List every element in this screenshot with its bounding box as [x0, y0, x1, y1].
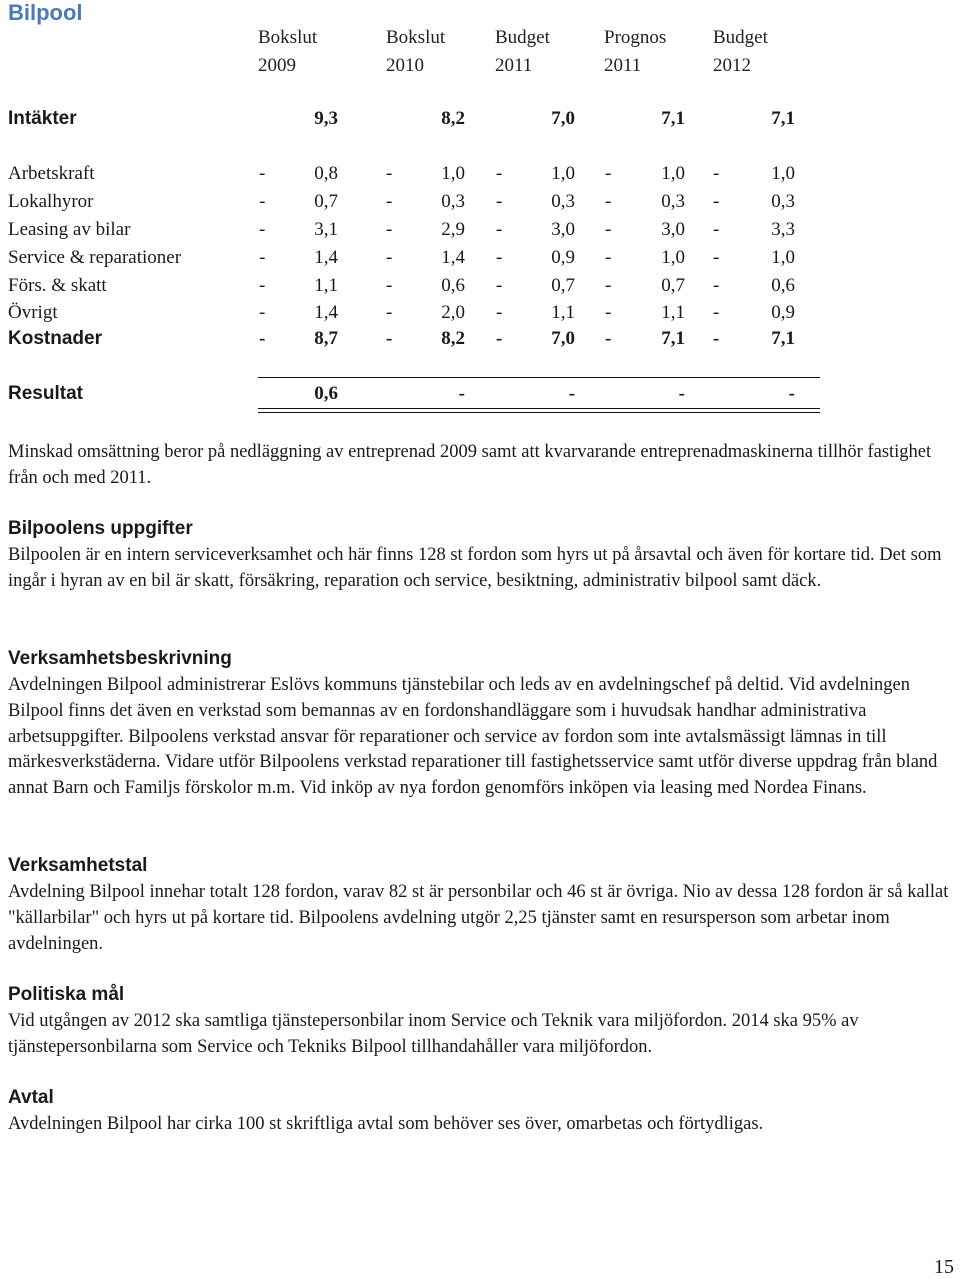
table-cell-value: 7,0	[551, 108, 575, 129]
table-cell-value: 1,0	[771, 247, 795, 268]
table-cell-value: 0,3	[661, 191, 685, 212]
table-cell-value: 0,7	[314, 191, 338, 212]
table-cell-value: 0,6	[771, 275, 795, 296]
column-header-budget-2012: Budget 2012	[713, 27, 768, 76]
minus-sign: -	[713, 302, 720, 323]
table-cell-value: 3,0	[661, 219, 685, 240]
result-top-rule	[258, 377, 820, 378]
minus-sign: -	[605, 275, 612, 296]
table-row	[0, 325, 960, 353]
minus-sign: -	[605, 247, 612, 268]
table-cell-value: 7,1	[661, 108, 685, 129]
minus-sign: -	[496, 219, 503, 240]
column-header-bokslut-2010: Bokslut 2010	[386, 27, 446, 76]
table-cell-value: 8,7	[314, 328, 338, 349]
minus-sign: -	[386, 191, 393, 212]
table-cell-value: 1,0	[661, 247, 685, 268]
table-cell-value: 0,7	[551, 275, 575, 296]
intro-paragraph: Minskad omsättning beror på nedläggning av entreprenad 2009 samt att kvarvarande entreprenadmaskinerna tillhör fastighet från och med 2011.	[8, 442, 932, 488]
section-heading-uppgifter: Bilpoolens uppgifter	[8, 518, 193, 539]
table-cell-value: 0,9	[771, 302, 795, 323]
section-heading-politiska-mal: Politiska mål	[8, 984, 125, 1005]
minus-sign: -	[496, 191, 503, 212]
page-number: 15	[934, 1256, 954, 1278]
table-cell-value: 8,2	[441, 328, 465, 349]
minus-sign: -	[605, 163, 612, 184]
section-heading-avtal: Avtal	[8, 1087, 54, 1108]
minus-sign: -	[386, 219, 393, 240]
minus-sign: -	[496, 163, 503, 184]
table-cell-value: 1,1	[551, 302, 575, 323]
row-label: Lokalhyror	[8, 191, 94, 212]
table-cell-value: 0,3	[551, 191, 575, 212]
table-cell-value: 7,1	[771, 328, 795, 349]
section-heading-verksamhetstal: Verksamhetstal	[8, 855, 148, 876]
result-bottom-rule-2	[258, 412, 820, 413]
table-row	[0, 160, 960, 188]
minus-sign: -	[259, 247, 266, 268]
minus-sign: -	[496, 302, 503, 323]
section-text-uppgifter: Bilpoolen är en intern serviceverksamhet och här finns 128 st fordon som hyrs ut på årsavtal och även för kortare tid. Det som ingår i hyran av en bil är skatt, försäkring, reparation och service, besiktning, administrativ bilpool samt däck.	[8, 545, 942, 591]
minus-sign: -	[496, 328, 503, 349]
minus-sign: -	[259, 275, 266, 296]
table-cell-value: 0,7	[661, 275, 685, 296]
table-cell-value: 8,2	[441, 108, 465, 129]
table-cell-value: 9,3	[314, 108, 338, 129]
table-cell-value: 1,0	[771, 163, 795, 184]
minus-sign: -	[713, 163, 720, 184]
column-header-prognos-2011: Prognos 2011	[604, 27, 667, 76]
table-cell-value: -	[568, 383, 575, 404]
row-label: Resultat	[8, 383, 83, 404]
minus-sign: -	[713, 191, 720, 212]
minus-sign: -	[386, 328, 393, 349]
table-cell-value: 3,1	[314, 219, 338, 240]
minus-sign: -	[605, 328, 612, 349]
table-cell-value: 0,8	[314, 163, 338, 184]
table-cell-value: 7,1	[771, 108, 795, 129]
table-cell-value: 1,4	[314, 247, 338, 268]
minus-sign: -	[259, 163, 266, 184]
minus-sign: -	[386, 302, 393, 323]
table-cell-value: 3,0	[551, 219, 575, 240]
minus-sign: -	[713, 247, 720, 268]
column-header-budget-2011: Budget 2011	[495, 27, 550, 76]
row-label: Övrigt	[8, 302, 58, 323]
minus-sign: -	[386, 275, 393, 296]
table-cell-value: 2,0	[441, 302, 465, 323]
section-text-politiska-mal: Vid utgången av 2012 ska samtliga tjänstepersonbilar inom Service och Teknik vara miljöfordon. 2014 ska 95% av tjänstepersonbilarna som Service och Tekniks Bilpool tillhandahåller vara miljöfordon.	[8, 1011, 859, 1057]
minus-sign: -	[605, 191, 612, 212]
minus-sign: -	[386, 163, 393, 184]
section-text-verksamhetsbeskrivning: Avdelningen Bilpool administrerar Eslövs kommuns tjänstebilar och leds av en avdelningschef på deltid. Vid avdelningen Bilpool finns det även en verkstad som bemannas av en fordonshandläggare som i huvudsak handhar administrativa arbetsuppgifter. Bilpoolens verkstad ansvar för reparationer och service av fordon som inte avtalsmässigt lämnas in till märkesverkstäderna. Vidare utför Bilpoolens verkstad reparationer till fastighetsservice samt utför diverse uppdrag från bland annat Barn och Familjs förskolor m.m. Vid inköp av nya fordon genomförs inköpen via leasing med Nordea Finans.	[8, 675, 938, 799]
table-cell-value: 1,4	[441, 247, 465, 268]
table-row	[0, 244, 960, 272]
minus-sign: -	[496, 275, 503, 296]
table-cell-value: 1,0	[551, 163, 575, 184]
table-row	[0, 105, 960, 133]
table-cell-value: 3,3	[771, 219, 795, 240]
table-cell-value: 0,9	[551, 247, 575, 268]
table-cell-value: 0,3	[441, 191, 465, 212]
table-cell-value: -	[678, 383, 685, 404]
table-cell-value: 7,0	[551, 328, 575, 349]
column-header-bokslut-2009: Bokslut 2009	[258, 27, 318, 76]
row-label: Kostnader	[8, 328, 102, 349]
minus-sign: -	[713, 275, 720, 296]
minus-sign: -	[605, 302, 612, 323]
table-cell-value: 7,1	[661, 328, 685, 349]
table-cell-value: 2,9	[441, 219, 465, 240]
section-text-verksamhetstal: Avdelning Bilpool innehar totalt 128 fordon, varav 82 st är personbilar och 46 st är övriga. Nio av dessa 128 fordon är så kallat "källarbilar" och hyrs ut på kortare tid. Bilpoolens avdelning utgör 2,25 tjänster samt en resursperson som arbetar inom avdelningen.	[8, 882, 949, 954]
table-row	[0, 188, 960, 216]
page-title: Bilpool	[8, 0, 83, 25]
table-cell-value: 1,0	[441, 163, 465, 184]
row-label: Service & reparationer	[8, 247, 182, 268]
section-text-avtal: Avdelningen Bilpool har cirka 100 st skriftliga avtal som behöver ses över, omarbetas och förtydligas.	[8, 1114, 764, 1134]
row-label: Intäkter	[8, 108, 77, 129]
result-bottom-rule-1	[258, 408, 820, 409]
minus-sign: -	[259, 191, 266, 212]
table-row	[0, 216, 960, 244]
table-cell-value: 1,0	[661, 163, 685, 184]
section-heading-verksamhetsbeskrivning: Verksamhetsbeskrivning	[8, 648, 232, 669]
table-cell-value: 0,6	[314, 383, 338, 404]
minus-sign: -	[605, 219, 612, 240]
row-label: Förs. & skatt	[8, 275, 107, 296]
minus-sign: -	[713, 328, 720, 349]
minus-sign: -	[713, 219, 720, 240]
table-row	[0, 272, 960, 300]
row-label: Leasing av bilar	[8, 219, 131, 240]
table-cell-value: 1,1	[314, 275, 338, 296]
table-row	[0, 380, 960, 408]
row-label: Arbetskraft	[8, 163, 95, 184]
minus-sign: -	[386, 247, 393, 268]
table-cell-value: 0,3	[771, 191, 795, 212]
minus-sign: -	[259, 328, 266, 349]
table-row	[0, 299, 960, 327]
table-cell-value: 1,4	[314, 302, 338, 323]
table-cell-value: 1,1	[661, 302, 685, 323]
table-cell-value: -	[458, 383, 465, 404]
minus-sign: -	[259, 219, 266, 240]
minus-sign: -	[259, 302, 266, 323]
minus-sign: -	[496, 247, 503, 268]
table-cell-value: -	[788, 383, 795, 404]
table-cell-value: 0,6	[441, 275, 465, 296]
